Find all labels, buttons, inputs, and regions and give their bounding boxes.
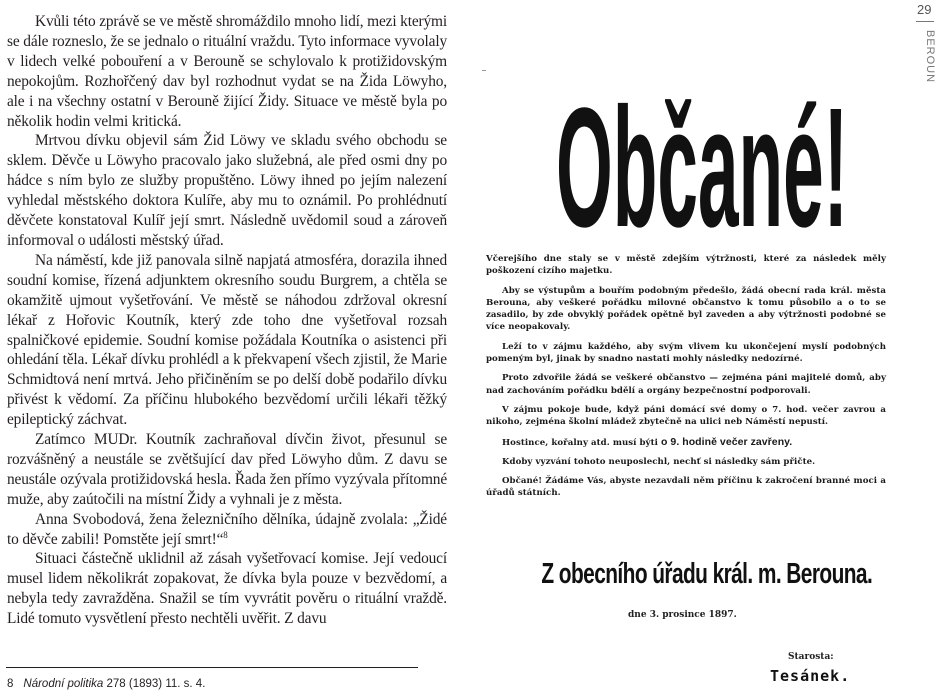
paragraph: Na náměstí, kde již panovala silně napjatá atmosféra, dorazila ihned soudní komise, řízená adjunktem okresního soudu Burgrem, a chtěla se okamžitě ujmout vyšetřování. Ve městě se náhodou zdržoval okresní lékař z Hořovic Koutník, který zde toho dne vyšetřoval rozsah spalničkové epidemie. Soudní komise požádala Koutníka o asistenci při ohledání těla. Lékař dívku prohlédl a k překvapení všech zjistil, že Marie Schmidtová není mrtvá. Jeho přičiněním se po delší době podařilo dívku přivést k vědomí. Za příčinu hlubokého bezvědomí určili lékaři těžký epileptický záchvat. (7, 251, 447, 429)
footnote-citation: 278 (1893) 11. s. 4. (106, 678, 206, 690)
poster-mayor-title: Starosta: (788, 652, 834, 662)
paragraph: Zatímco MUDr. Koutník zachraňoval dívčin život, přesunul se rozvášněný a neustále se zvětšující dav před Löwyho dům. Z davu se neustále ozývala protižidovská hesla. Řada žen přímo vyzývala přítomné muže, aby zaútočili na místní Židy a vyhnali je z města. (7, 431, 447, 508)
poster-paragraph: Občané! Žádáme Vás, abyste nezavdali něm příčinu k zakročení branné moci a úřadů státních. (486, 476, 886, 499)
article-text (7, 12, 447, 629)
poster-body (486, 253, 886, 507)
poster-headline-svg (552, 0, 852, 250)
poster-paragraph: Aby se výstupům a bouřím podobným předešlo, žádá obecní rada král. města Berouna, aby veškeré pořádku milovné občanstvo k tomu působilo a o to se zasadilo, by zde obvyklý pořádek opětně byl zaveden a aby výtržnosti podobné se více neopakovaly. (486, 285, 886, 333)
poster-paragraph: Kdoby vyzvání tohoto neuposlechl, nechť si následky sám přičte. (502, 456, 816, 467)
paragraph: Kvůli této zprávě se ve městě shromáždilo mnoho lidí, mezi kterými se dále rozneslo, že se jednalo o rituální vraždu. Tyto informace vyvolaly v lidech velké pobouření a v Berouně se schylovalo k protižidovským nepokojům. Rozhořčený dav byl rozhodnut vydat se na Žida Löwyho, ale i na všechny ostatní v Berouně žijící Židy. Situace ve městě byla po několik hodin velmi kritická. (7, 13, 447, 130)
scan-speck (482, 70, 486, 71)
poster-paragraph: V zájmu pokoje bude, když páni domácí své domy o 7. hod. večer zavrou a nikoho, zejména školní mládež zbytečně na ulici neb Náměstí nepustí. (486, 404, 886, 428)
poster-closing-emphasis: o 9. hodině večer zavřeny. (661, 435, 793, 448)
poster-date: dne 3. prosince 1897. (628, 610, 737, 620)
poster-paragraph: Včerejšího dne staly se v městě zdejším výtržnosti, které za následek měly poškození cizího majetku. (486, 254, 886, 277)
paragraph-quote-text: Anna Svobodová, žena železničního dělníka, údajně zvolala: „Židé to děvče zabili! Pomstěte její smrt!“ (7, 510, 447, 548)
footnote-number: 8 (7, 678, 14, 690)
paragraph: Situaci částečně uklidnil až zásah vyšetřovací komise. Její vedoucí musel lidem několikrát zopakovat, že dívka byla pouze v bezvědomí, a nebyla tedy zavražděna. Snažil se tím vyvrátit pověru o rituální vraždě. Lidé tomuto vysvětlení přesto nechtěli uvěřit. Z davu (7, 550, 447, 628)
poster-paragraph: Leží to v zájmu každého, aby svým vlivem ku ukončejení myslí podobných pomeným byl, jinak by snadno nastati mohly následky nedozírné. (486, 341, 886, 365)
poster-headline (552, 0, 852, 250)
poster-signoff: Z obecního úřadu král. m. Berouna. (541, 558, 873, 590)
running-head (921, 30, 937, 100)
footnote (7, 678, 205, 690)
poster-paragraph-closing-hours (486, 436, 886, 449)
footnote-divider (6, 667, 418, 668)
poster-paragraph: Proto zdvořile žádá se veškeré občanstvo — zejména páni majitelé domů, aby nad zachováním pořádku bdělí a orgány bezpečnostní podporovali. (486, 373, 886, 396)
footnote-source: Národní politika (23, 678, 104, 690)
poster-headline-text: Občané! (556, 73, 848, 250)
page-number: 29 (917, 2, 932, 17)
poster-image (470, 0, 910, 697)
page-number-rule (916, 21, 934, 22)
running-head-text: BEROUN (924, 30, 936, 84)
poster-closing-text: Hostince, kořalny atd. musí býti (502, 437, 658, 448)
poster-mayor-name: Tesánek. (770, 667, 851, 685)
paragraph-with-quote (7, 510, 447, 550)
paragraph: Mrtvou dívku objevil sám Žid Löwy ve skladu svého obchodu se sklem. Děvče u Löwyho pracovalo jako služebná, ale před osmi dny po hádce s ním bylo ze služby propuštěno. Löwy ihned po jejím nalezení vyhledal městského doktora Kulíře, aby mu to oznámil. Po prohlédnutí děvčete konstatoval Kulíř její smrt. Následně uvědomil soud a zároveň informoval o události městský úřad. (7, 132, 447, 249)
footnote-reference: 8 (223, 529, 228, 540)
